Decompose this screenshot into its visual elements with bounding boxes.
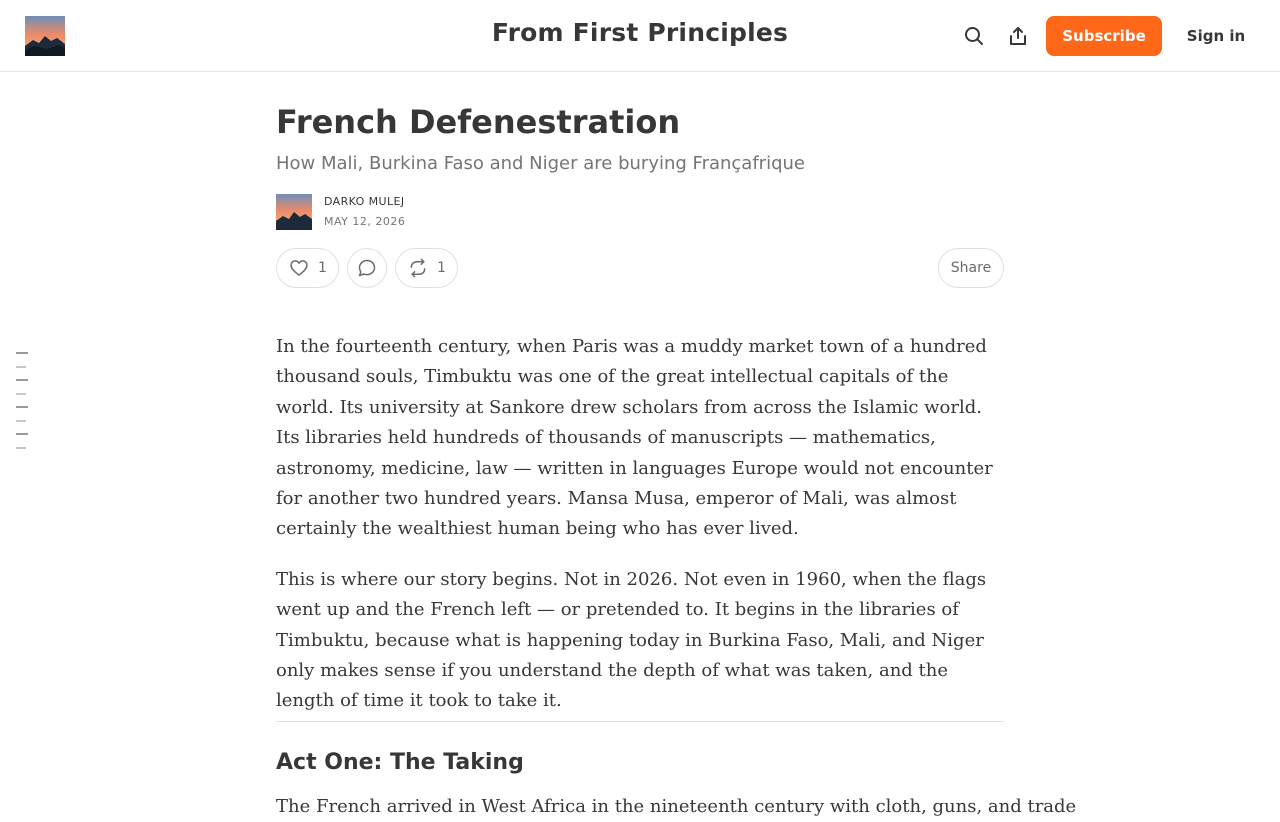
- post-body: [276, 332, 1004, 737]
- toc-entry[interactable]: [16, 393, 26, 395]
- search-button[interactable]: [960, 22, 988, 50]
- publication-title[interactable]: From First Principles: [491, 18, 789, 47]
- share-post-button[interactable]: [1004, 22, 1032, 50]
- byline: [276, 194, 1004, 230]
- section-divider: [276, 721, 1004, 722]
- table-of-contents[interactable]: [16, 352, 30, 460]
- like-count: 1: [318, 260, 327, 276]
- share-button[interactable]: Share: [938, 248, 1004, 288]
- post-date: MAY 12, 2026: [324, 215, 406, 228]
- post-subtitle: How Mali, Burkina Faso and Niger are burying Françafrique: [276, 153, 805, 174]
- publication-logo[interactable]: [25, 16, 65, 56]
- toc-entry[interactable]: [16, 406, 28, 408]
- toc-entry[interactable]: [16, 379, 28, 381]
- paragraph: This is where our story begins. Not in 2026. Not even in 1960, when the flags went up and the French left — or pretended to. It begins in the libraries of Timbuktu, because what is happening today in Burkina Faso, Mali, and Niger only makes sense if you understand the depth of what was taken, and the length of time it took to take it.: [276, 568, 987, 712]
- toc-entry[interactable]: [16, 420, 26, 422]
- toc-entry[interactable]: [16, 447, 26, 449]
- search-icon: [964, 26, 984, 46]
- top-nav-bar: [0, 0, 1280, 72]
- like-button[interactable]: [276, 248, 339, 288]
- restack-button[interactable]: [395, 248, 458, 288]
- article: [276, 100, 1077, 817]
- heart-icon: [289, 258, 309, 278]
- restack-icon: [408, 258, 428, 278]
- author-avatar-image: [276, 194, 312, 230]
- sunset-mountain-logo-icon: [25, 16, 65, 56]
- section-heading: Act One: The Taking: [276, 750, 524, 775]
- share-icon: [1008, 26, 1028, 46]
- author-avatar[interactable]: [276, 194, 312, 230]
- sign-in-button[interactable]: Sign in: [1186, 27, 1246, 45]
- paragraph: In the fourteenth century, when Paris was a muddy market town of a hundred thousand souls, Timbuktu was one of the great intellectual capitals of the world. Its university at Sankore drew scholars from across the Islamic world. Its libraries held hundreds of thousands of manuscripts — mathematics, astronomy, medicine, law — written in languages Europe would not encounter for another two hundred years. Mansa Musa, emperor of Mali, was almost certainly the wealthiest human being who has ever lived.: [276, 336, 993, 540]
- comment-icon: [357, 258, 377, 278]
- toc-entry[interactable]: [16, 366, 26, 368]
- toc-entry[interactable]: [16, 433, 28, 435]
- subscribe-button[interactable]: Subscribe: [1046, 16, 1162, 56]
- post-title: French Defenestration: [276, 103, 681, 141]
- author-name[interactable]: DARKO MULEJ: [324, 195, 405, 208]
- post-actions: [276, 248, 1004, 288]
- comment-button[interactable]: [347, 248, 387, 288]
- paragraph: The French arrived in West Africa in the nineteenth century with cloth, guns, and trade: [276, 796, 1077, 817]
- toc-entry[interactable]: [16, 352, 28, 354]
- restack-count: 1: [437, 260, 446, 276]
